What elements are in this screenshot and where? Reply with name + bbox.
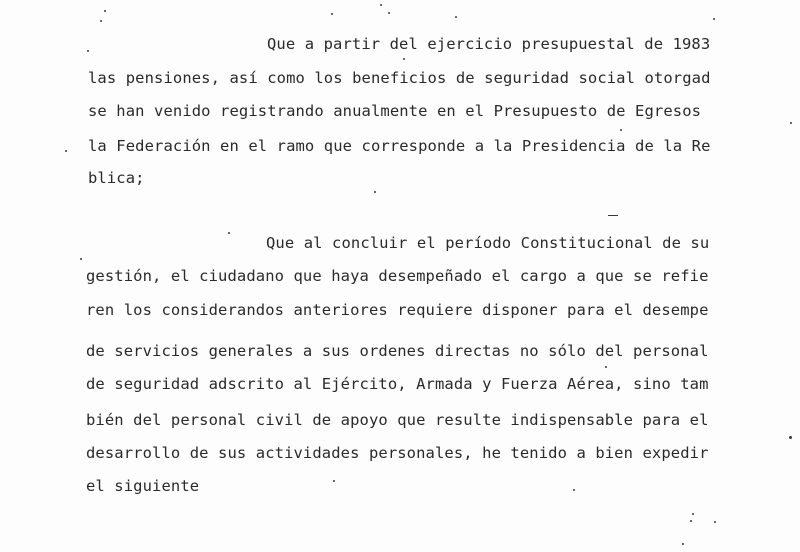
scan-speck: [620, 129, 622, 131]
scan-speck: [65, 150, 67, 152]
scan-speck: [682, 543, 684, 545]
paragraph-2-line-3: ren los considerandos anteriores requiere disponer para el desempe: [86, 301, 709, 319]
scan-speck: [87, 50, 89, 52]
scan-speck: [388, 12, 390, 14]
scan-speck: [455, 16, 457, 18]
scan-speck: [104, 10, 106, 12]
scan-speck: [714, 521, 716, 523]
paragraph-2-line-7: desarrollo de sus actividades personales, he tenido a bien expedir: [86, 444, 709, 462]
paragraph-1-line-2: las pensiones, así como los beneficios de seguridad social otorgad: [88, 69, 711, 87]
paragraph-1-line-3: se han venido registrando anualmente en el Presupuesto de Egresos: [88, 102, 702, 120]
scan-speck: [713, 18, 715, 20]
scan-speck: [80, 258, 82, 260]
paragraph-2-line-5: de seguridad adscrito al Ejército, Armada y Fuerza Aérea, sino tam: [86, 375, 709, 393]
scan-speck: [692, 513, 694, 515]
paragraph-2-line-2: gestión, el ciudadano que haya desempeñado el cargo a que se refie: [86, 267, 709, 285]
scan-speck: [573, 489, 575, 491]
paragraph-1-line-5: blica;: [88, 169, 145, 187]
paragraph-1-line-4: la Federación en el ramo que corresponde a la Presidencia de la Re: [88, 137, 711, 155]
scan-speck: [690, 520, 692, 522]
scan-speck: [100, 20, 102, 22]
scan-speck: [333, 480, 335, 482]
paragraph-2-line-4: de servicios generales a sus ordenes directas no sólo del personal: [86, 342, 709, 360]
scan-speck: [380, 4, 382, 6]
paragraph-1-line-1: Que a partir del ejercicio presupuestal de 1983: [267, 35, 711, 53]
paragraph-2-line-6: bién del personal civil de apoyo que resulte indispensable para el: [86, 411, 709, 429]
paragraph-2-line-8: el siguiente: [86, 477, 200, 495]
scan-speck: [789, 436, 792, 439]
scan-speck: [608, 215, 618, 216]
scan-speck: [605, 366, 607, 368]
scan-speck: [331, 13, 333, 15]
scan-speck: [790, 122, 792, 124]
scan-speck: [403, 58, 405, 60]
scan-speck: [374, 191, 376, 193]
paragraph-2-line-1: Que al concluir el período Constitucional de su: [266, 234, 710, 252]
scan-speck: [228, 232, 230, 234]
